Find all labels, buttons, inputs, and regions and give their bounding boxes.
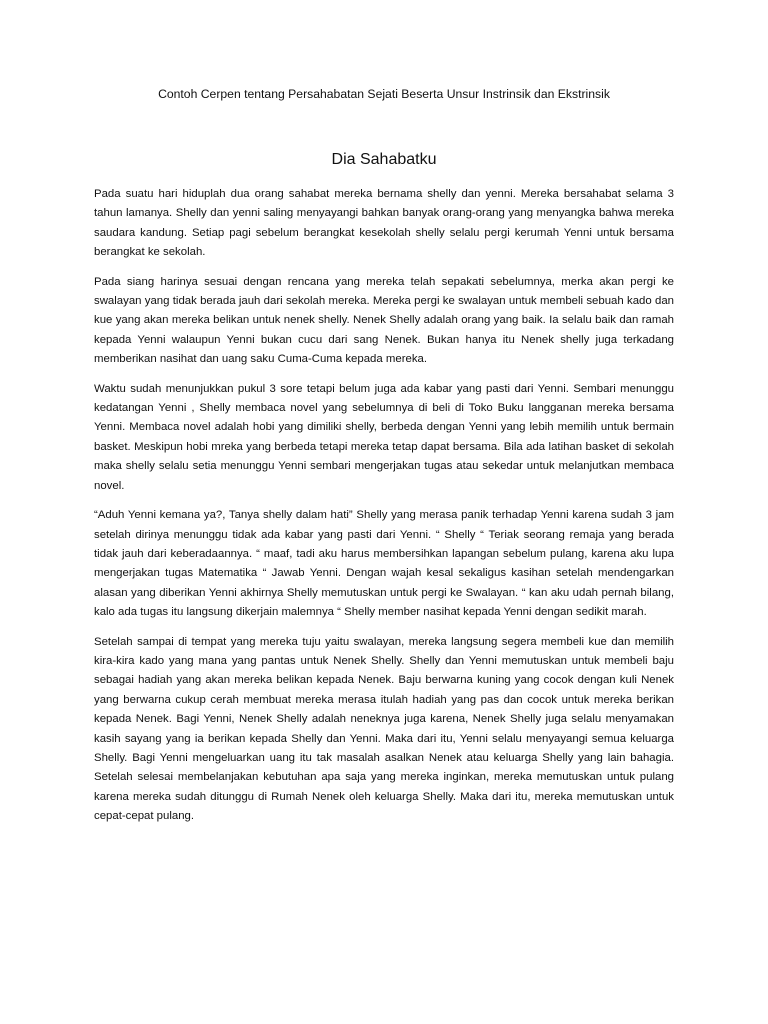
story-paragraph-4: “Aduh Yenni kemana ya?, Tanya shelly dalam hati” Shelly yang merasa panik terhadap Yenni karena sudah 3 jam setelah dirinya menunggu tidak ada kabar yang pasti dari Yenni. “ Shelly “ Teriak seorang remaja yang berada tidak jauh dari keberadaannya. “ maaf, tadi aku harus membersihkan lapangan sebelum pulang, karena aku lupa mengerjakan tugas Matematika “ Jawab Yenni. Dengan wajah kesal sekaligus kasihan setelah mendengarkan alasan yang diberikan Yenni akhirnya Shelly memutuskan untuk pergi ke Swalayan. “ kan aku udah pernah bilang, kalo ada tugas itu langsung dikerjain malemnya “ Shelly member nasihat kepada Yenni dengan sedikit marah. [94, 509, 674, 619]
story-paragraph-1: Pada suatu hari hiduplah dua orang sahabat mereka bernama shelly dan yenni. Mereka bersahabat selama 3 tahun lamanya. Shelly dan yenni saling menyayangi bahkan banyak orang-orang yang menyangka bahwa mereka saudara kandung. Setiap pagi sebelum berangkat kesekolah shelly selalu pergi kerumah Yenni untuk bersama berangkat ke sekolah. [94, 188, 674, 259]
document-header: Contoh Cerpen tentang Persahabatan Sejati Beserta Unsur Instrinsik dan Ekstrinsik [158, 87, 610, 101]
story-paragraph-5: Setelah sampai di tempat yang mereka tuju yaitu swalayan, mereka langsung segera membeli kue dan memilih kira-kira kado yang mana yang pantas untuk Nenek Shelly. Shelly dan Yenni memutuskan untuk membeli baju sebagai hadiah yang akan mereka belikan kepada Nenek. Baju berwarna kuning yang cocok dengan kuli Nenek yang berwarna cukup cerah membuat mereka merasa itulah hadiah yang pas dan cocok untuk mereka berikan kepada Nenek. Bagi Yenni, Nenek Shelly adalah neneknya juga karena, Nenek Shelly juga selalu menyamakan kasih sayang yang ia berikan kepada Shelly dan Yenni. Maka dari itu, Yenni selalu menyayangi semua keluarga Shelly. Bagi Yenni mengeluarkan uang itu tak masalah asalkan Nenek atau keluarga Shelly yang lain bahagia. Setelah selesai membelanjakan kebutuhan apa saja yang mereka inginkan, mereka memutuskan untuk pulang karena mereka sudah ditunggu di Rumah Nenek oleh keluarga Shelly. Maka dari itu, mereka memutuskan untuk cepat-cepat pulang. [94, 635, 674, 823]
story-paragraph-3: Waktu sudah menunjukkan pukul 3 sore tetapi belum juga ada kabar yang pasti dari Yenni. Sembari menunggu kedatangan Yenni , Shelly membaca novel yang sebelumnya di beli di Toko Buku langganan mereka bersama Yenni. Membaca novel adalah hobi yang dimiliki shelly, berbeda dengan Yenni yang lebih memilih untuk bermain basket. Meskipun hobi mreka yang berbeda tetapi mereka tetap dapat bersama. Bila ada latihan basket di sekolah maka shelly selalu setia menunggu Yenni sembari mengerjakan tugas atau sekedar untuk melanjutkan membaca novel. [94, 382, 674, 492]
story-paragraph-2: Pada siang harinya sesuai dengan rencana yang mereka telah sepakati sebelumnya, merka akan pergi ke swalayan yang tidak berada jauh dari sekolah mereka. Mereka pergi ke swalayan untuk membeli sebuah kado dan kue yang akan mereka belikan untuk nenek shelly. Nenek Shelly adalah orang yang baik. Ia selalu baik dan ramah kepada Yenni walaupun Yenni bukan cucu dari sang Nenek. Bukan hanya itu Nenek shelly juga terkadang memberikan nasihat dan uang saku Cuma-Cuma kepada mereka. [94, 275, 674, 366]
document-page [94, 84, 674, 837]
story-title: Dia Sahabatku [331, 151, 437, 168]
